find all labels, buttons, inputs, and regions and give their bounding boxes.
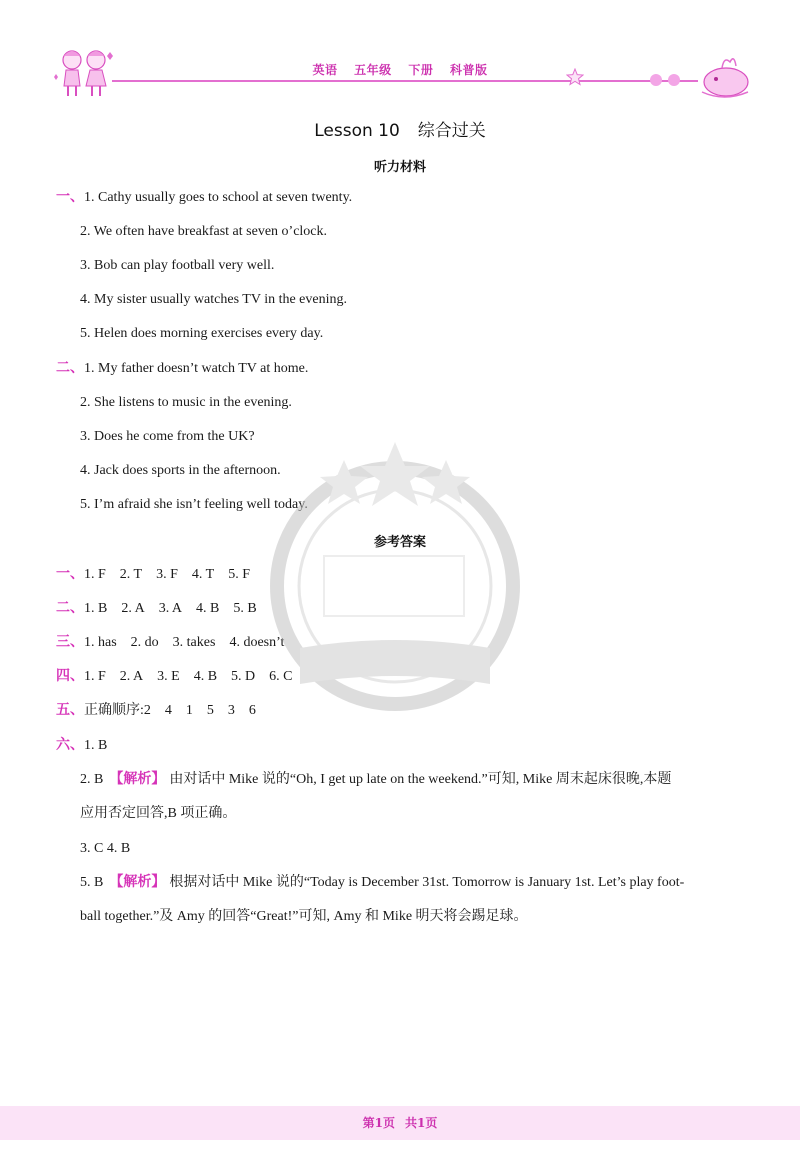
explanation [80, 874, 684, 892]
section-label: 六、 [56, 738, 84, 753]
answer: 2. do [130, 635, 159, 650]
page-number: 第1页 [362, 1116, 395, 1130]
answer: 3. A [158, 601, 183, 616]
answer-row [56, 600, 257, 618]
answer-row [56, 566, 250, 584]
answer: 5. B [233, 601, 257, 616]
header-book-info [0, 61, 800, 78]
cartoon-whale-icon [696, 52, 752, 100]
analysis-tag: 【解析】 [109, 772, 166, 787]
explanation-text: ball together.”及 Amy 的回答“Great!”可知, Amy 和 Mike 明天将会踢足球。 [80, 909, 528, 924]
answer: 5. F [228, 567, 251, 582]
section-label: 五、 [56, 703, 84, 718]
listening-sentence: 1. Cathy usually goes to school at seven twenty. [84, 190, 353, 205]
answer: 2. A [119, 669, 144, 684]
answer: 1. has [84, 635, 117, 650]
explanation-text: 根据对话中 Mike 说的“Today is December 31st. Tomorrow is January 1st. Let’s play foot- [169, 875, 685, 890]
list-item [56, 360, 308, 378]
analysis-tag: 【解析】 [109, 875, 166, 890]
listening-heading: 听力材料 [373, 160, 426, 175]
listening-sentence: 4. My sister usually watches TV in the evening. [80, 292, 347, 307]
answer-row [56, 737, 107, 755]
answer: 2. T [119, 567, 143, 582]
answer: 4. B [196, 601, 220, 616]
decor-dot [668, 74, 680, 86]
answer: 3 [227, 703, 235, 718]
answer: 1 [185, 703, 193, 718]
header-term: 下册 [408, 63, 434, 77]
listening-sentence: 2. We often have breakfast at seven o’clock. [80, 224, 328, 239]
listening-sentence: 3. Bob can play football very well. [80, 258, 275, 273]
header-edition: 科普版 [450, 63, 488, 77]
star-icon [566, 68, 584, 86]
page-total: 共1页 [405, 1116, 438, 1130]
answer: 1. B [84, 738, 108, 753]
section-label: 二、 [56, 361, 84, 376]
header-subject: 英语 [312, 63, 338, 77]
answer: 3. takes [172, 635, 216, 650]
answer: 正确顺序:2 [84, 703, 151, 718]
answers-heading: 参考答案 [373, 535, 426, 550]
listening-sentence: 1. My father doesn’t watch TV at home. [84, 361, 309, 376]
answer-row [56, 668, 293, 686]
answer: 2. A [121, 601, 145, 616]
listening-sentence: 5. Helen does morning exercises every day. [80, 326, 324, 341]
explanation [80, 771, 671, 789]
listening-sentence: 2. She listens to music in the evening. [80, 395, 292, 410]
watermark-seal-icon [264, 436, 526, 736]
answer: 3. C 4. B [80, 841, 131, 856]
lesson-number: Lesson 10 [314, 121, 400, 141]
answer: 1. B [84, 601, 108, 616]
lesson-name: 综合过关 [417, 121, 486, 141]
list-item [56, 189, 352, 207]
answer: 3. F [156, 567, 178, 582]
header-rule [112, 80, 698, 82]
header-grade: 五年级 [354, 63, 392, 77]
answer: 4. doesn’t [229, 635, 285, 650]
listening-sentence: 3. Does he come from the UK? [80, 429, 255, 444]
answer: 5. D [231, 669, 256, 684]
answer: 5 [206, 703, 214, 718]
listening-sentence: 4. Jack does sports in the afternoon. [80, 463, 281, 478]
listening-sentence: 5. I’m afraid she isn’t feeling well today. [80, 497, 308, 512]
section-label: 一、 [56, 567, 84, 582]
answer: 2. B [80, 772, 104, 787]
answer: 5. B [80, 875, 104, 890]
section-label: 四、 [56, 669, 84, 684]
answer: 1. F [84, 669, 106, 684]
answer-row [56, 634, 284, 652]
answer-row [56, 702, 256, 720]
decor-dot [650, 74, 662, 86]
page-footer [0, 1106, 800, 1140]
answer: 6 [248, 703, 256, 718]
page-title [0, 116, 800, 141]
answer: 4 [164, 703, 172, 718]
answer: 4. T [191, 567, 215, 582]
answer: 6. C [269, 669, 293, 684]
section-label: 一、 [56, 190, 84, 205]
answer: 4. B [193, 669, 218, 684]
section-label: 三、 [56, 635, 84, 650]
explanation-text: 由对话中 Mike 说的“Oh, I get up late on the weekend.”可知, Mike 周末起床很晚,本题 [169, 772, 672, 787]
explanation-text: 应用否定回答,B 项正确。 [80, 806, 237, 821]
section-label: 二、 [56, 601, 84, 616]
answer: 3. E [157, 669, 180, 684]
answer: 1. F [84, 567, 106, 582]
